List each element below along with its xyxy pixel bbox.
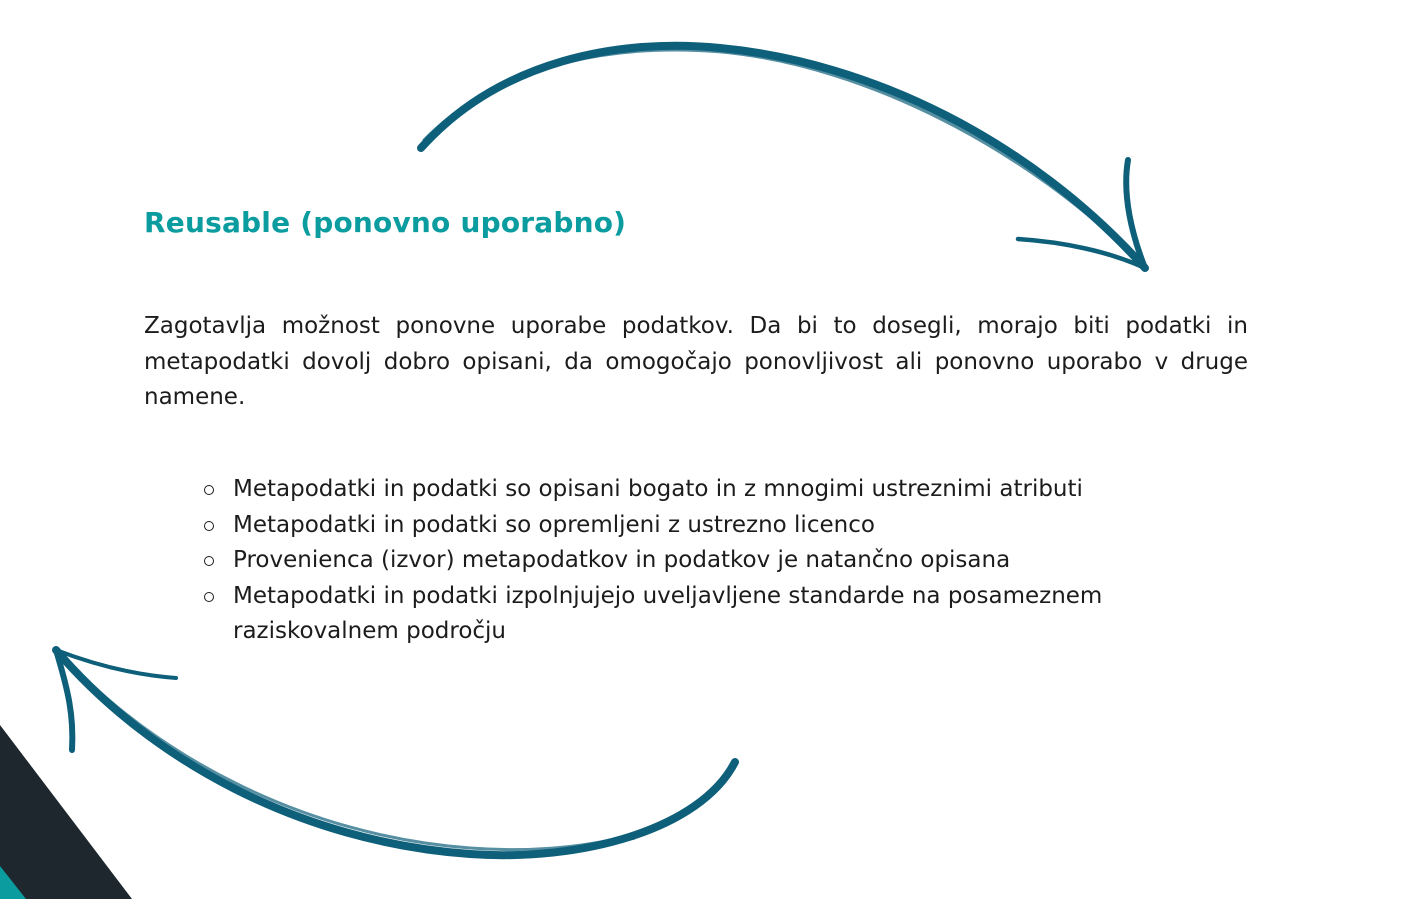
- hollow-circle-bullet-icon: [204, 556, 214, 566]
- list-item-text: Metapodatki in podatki so opremljeni z ustrezno licenco: [233, 511, 875, 538]
- hollow-circle-bullet-icon: [204, 592, 214, 602]
- bullet-list: [233, 472, 1263, 650]
- list-item: [233, 508, 1263, 544]
- list-item: [233, 579, 1263, 650]
- corner-dark-shape: [0, 725, 132, 899]
- list-item: [233, 543, 1263, 579]
- hollow-circle-bullet-icon: [204, 485, 214, 495]
- bottom-curved-arrow-icon: [56, 650, 735, 855]
- page-title: Reusable (ponovno uporabno): [144, 206, 627, 239]
- corner-teal-shape: [0, 866, 26, 899]
- intro-paragraph: Zagotavlja možnost ponovne uporabe podatkov. Da bi to dosegli, morajo biti podatki in metapodatki dovolj dobro opisani, da omogočajo ponovljivost ali ponovno uporabo v druge namene.: [144, 313, 1248, 410]
- hollow-circle-bullet-icon: [204, 521, 214, 531]
- list-item-text: Metapodatki in podatki so opisani bogato in z mnogimi ustreznimi atributi: [233, 476, 1083, 502]
- list-item-text: Metapodatki in podatki izpolnjujejo uveljavljene standarde na posameznem raziskovalnem področju: [233, 582, 1103, 644]
- list-item-text: Provenienca (izvor) metapodatkov in podatkov je natančno opisana: [233, 547, 1011, 573]
- list-item: [233, 472, 1263, 508]
